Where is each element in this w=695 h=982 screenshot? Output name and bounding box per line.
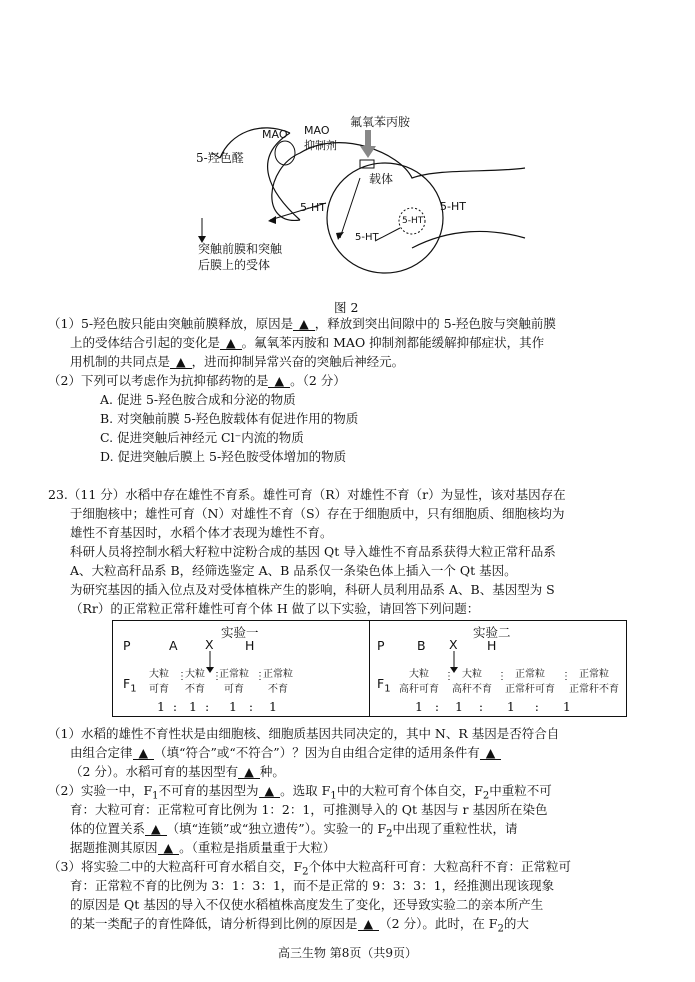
option-a[interactable]: A. 促进 5-羟色胺合成和分泌的物质 <box>100 392 296 407</box>
q22-1-line3: 用机制的共同点是 ▲ ，进而抑制异常兴奋的突触后神经元。 <box>70 354 405 369</box>
q22-2-line: （2）下列可以考虑作为抗抑郁药物的是 ▲ 。（2 分） <box>48 373 346 388</box>
exp1-pheno-1: 大粒 可育 <box>149 669 169 695</box>
q23-line6: 为研究基因的插入位点及对受体植株产生的影响，科研人员利用品系 A、B、基因型为 S <box>70 582 555 597</box>
mao-label: MAO <box>262 128 288 141</box>
exp1-a: A <box>169 638 178 653</box>
exp1-pheno-3: 正常粒 可育 <box>219 669 249 695</box>
q23-line3: 雄性不育基因时，水稻个体才表现为雄性不育。 <box>70 525 333 540</box>
answer-blank[interactable]: ▲ <box>238 766 260 779</box>
option-d[interactable]: D. 促进突触后膜上 5-羟色胺受体增加的物质 <box>100 449 347 464</box>
exp2-b: B <box>417 638 426 653</box>
exp2-p: P <box>377 638 385 653</box>
option-c[interactable]: C. 促进突触后神经元 Cl⁻内流的物质 <box>100 430 304 445</box>
exp1-ratio: 1 : 1 : 1 : 1 <box>157 699 277 714</box>
ht-left-label: 5-HT <box>300 201 326 214</box>
q23-3-line3: 的原因是 Qt 基因的导入不仅使水稻植株高度发生了变化，还导致实验二的亲本所产生 <box>70 897 544 912</box>
receptor-label: 突触前膜和突触 <box>198 242 283 256</box>
q23-2-line4: 据题推测其原因 ▲ 。（重粒是指质量重于大粒） <box>70 840 336 855</box>
exp2-h: H <box>487 638 497 653</box>
page-footer: 高三生物 第8页（共9页） <box>277 946 418 960</box>
q23-3-line2: 育：正常粒不育的比例为 3：1：3：1，而不是正常的 9：3：3：1，经推测出现该现象 <box>70 878 555 893</box>
mao-inhibitor-label-2: 抑制剂 <box>304 139 337 152</box>
figure-caption: 图 2 <box>334 300 359 315</box>
q23-1-line1: （1）水稻的雄性不育性状是由细胞核、细胞质基因共同决定的，其中 N、R 基因是否符合自 <box>48 726 560 741</box>
q23-line7: （Rr）的正常粒正常秆雄性可育个体 H 做了以下实验，请回答下列问题： <box>70 601 480 616</box>
mao-inhibitor-label: MAO <box>304 124 330 137</box>
q23-1-line3: （2 分）。水稻可育的基因型有 ▲ 种。 <box>70 764 285 779</box>
exp2-title: 实验二 <box>473 625 511 640</box>
q23-2-line2: 育：大粒可育：正常粒可育比例为 1：2：1，可推测导入的 Qt 基因与 r 基因所在染色 <box>70 802 548 817</box>
exp2-pheno-2: 大粒 高秆不育 <box>452 669 492 695</box>
answer-blank[interactable]: ▲ <box>259 785 281 798</box>
q23-3-line4: 的某一类配子的育性降低，请分析得到比例的原因是 ▲ （2 分）。此时，在 $F_2$的大 <box>70 916 529 935</box>
exp2-pheno-4: 正常粒 正常秆不育 <box>569 669 619 695</box>
ht-right-label: 5-HT <box>440 200 466 213</box>
exp1-title: 实验一 <box>221 625 259 640</box>
experiment-table: 实验一 P A X H $F_1$ 大粒 可育 ⋮ 大粒 不育 ⋮ 正常粒 可育 ⋮ 正常粒 不育 1 : 1 : 1 : 1 实验二 P B X H $F_1$ 大粒 高秆可育 ⋮ 大粒 高秆不育 ⋮ 正常粒 正常秆可育 ⋮ 正常粒 正常秆不育 1 : 1 : 1 : 1 <box>112 620 627 717</box>
q23-line1: 23.（11 分）水稻中存在雄性不育系。雄性可育（R）对雄性不育（r）为显性，该对基因存在 <box>48 487 566 502</box>
answer-blank[interactable]: ▲ <box>158 842 180 855</box>
receptor-label-2: 后膜上的受体 <box>198 258 271 272</box>
q23-2-line1: （2）实验一中，$F_1$不可育的基因型为 ▲ 。选取 $F_1$中的大粒可育个体自交，$F_2$中重粒不可 <box>48 783 552 802</box>
answer-blank[interactable]: ▲ <box>220 337 242 350</box>
q23-line2: 于细胞核中；雄性可育（N）对雄性不育（S）存在于细胞质中，只有细胞质、细胞核均为 <box>70 506 565 521</box>
option-b[interactable]: B. 对突触前膜 5-羟色胺载体有促进作用的物质 <box>100 411 359 426</box>
exp1-p: P <box>123 638 131 653</box>
exp1-h: H <box>245 638 255 653</box>
answer-blank[interactable]: ▲ <box>268 375 290 388</box>
hydroxyindole-label: 5-羟色醛 <box>196 151 244 165</box>
q22-1-line2: 上的受体结合引起的变化是 ▲ 。氟氧苯丙胺和 MAO 抑制剂都能缓解抑郁症状，其作 <box>70 335 545 350</box>
exp2-f1: $F_1$ <box>377 676 391 695</box>
carrier-label: 载体 <box>369 172 394 186</box>
q23-2-line3: 体的位置关系 ▲ （填“连锁”或“独立遗传”）。实验一的 $F_2$中出现了重粒性状，请 <box>70 821 518 840</box>
q23-line5: A、大粒高秆品系 B，经筛选鉴定 A、B 品系仅一条染色体上插入一个 Qt 基因。 <box>70 563 517 578</box>
answer-blank[interactable]: ▲ <box>133 747 155 760</box>
answer-blank[interactable]: ▲ <box>480 747 502 760</box>
exp1-pheno-2: 大粒 不育 <box>185 669 205 695</box>
exp1-pheno-4: 正常粒 不育 <box>263 669 293 695</box>
exp1-f1: $F_1$ <box>123 676 137 695</box>
ht-bottom-label: 5-HT <box>355 232 379 243</box>
q23-line4: 科研人员将控制水稻大籽粒中淀粉合成的基因 Qt 导入雄性不育品系获得大粒正常秆品系 <box>70 544 556 559</box>
answer-blank[interactable]: ▲ <box>358 918 380 931</box>
fluoxetine-label: 氟氧苯丙胺 <box>350 115 411 129</box>
ht-vesicle-label: 5-HT <box>402 216 424 226</box>
answer-blank[interactable]: ▲ <box>145 823 167 836</box>
q23-1-line2: 由组合定律 ▲ （填“符合”或“不符合”）？因为自由组合定律的适用条件有 ▲ <box>70 743 501 761</box>
q22-1-line1: （1）5-羟色胺只能由突触前膜释放，原因是 ▲ ，释放到突出间隙中的 5-羟色胺与突触前膜 <box>48 316 556 331</box>
exp2-pheno-1: 大粒 高秆可育 <box>399 669 439 695</box>
answer-blank[interactable]: ▲ <box>293 318 315 331</box>
exp2-pheno-3: 正常粒 正常秆可育 <box>505 669 555 695</box>
q23-3-line1: （3）将实验二中的大粒高秆可育水稻自交，$F_2$个体中大粒高秆可育：大粒高秆不育：正常粒可 <box>48 859 572 878</box>
exp2-ratio: 1 : 1 : 1 : 1 <box>415 699 571 714</box>
exp1-x: X <box>205 637 214 652</box>
exp2-x: X <box>449 637 458 652</box>
answer-blank[interactable]: ▲ <box>170 356 192 369</box>
